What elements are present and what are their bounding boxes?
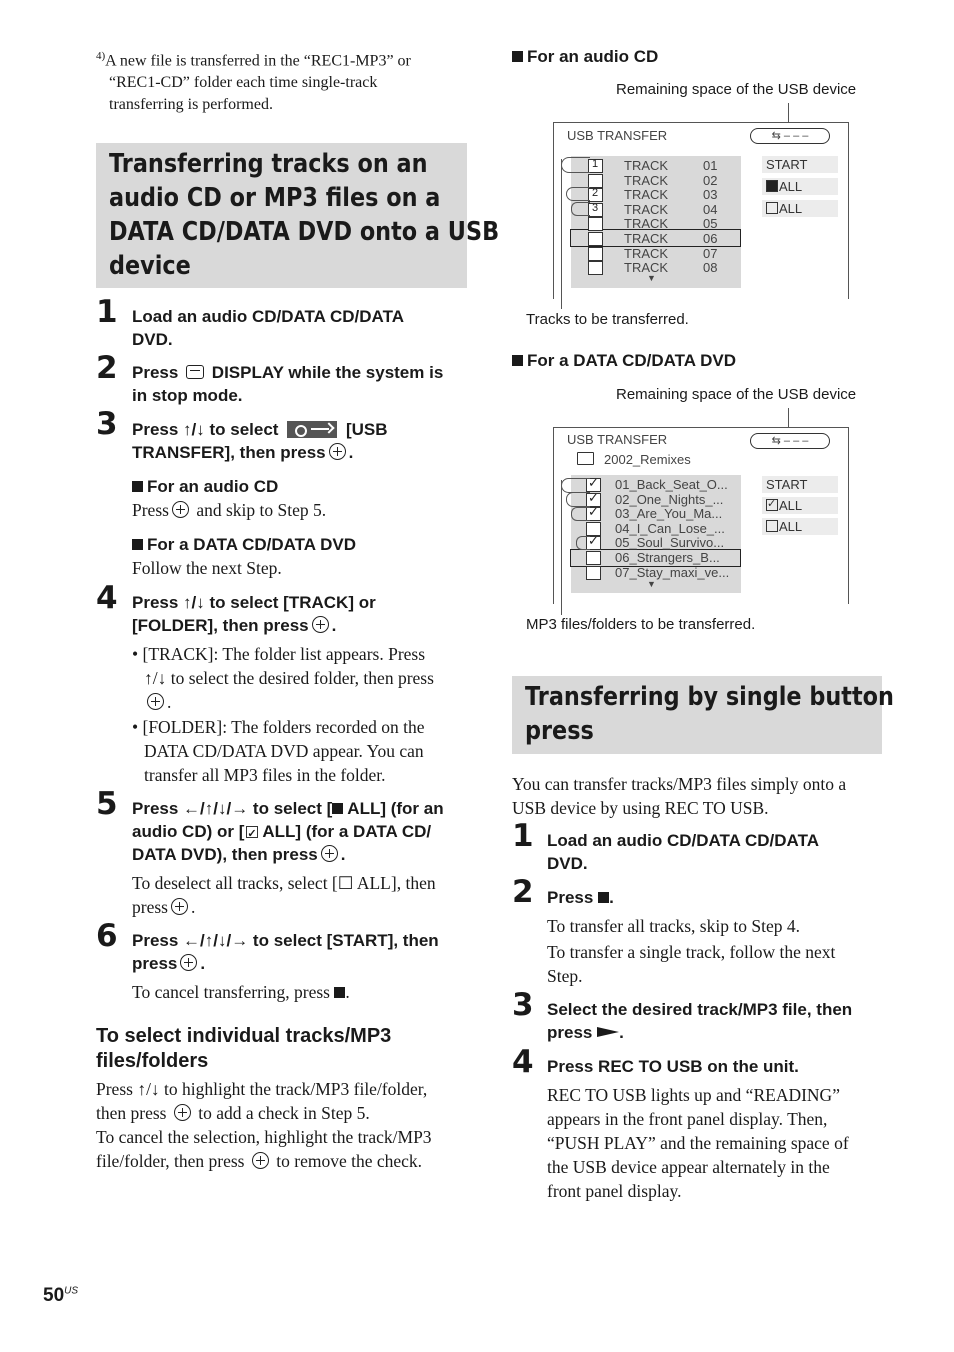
fig1-callout-bottom: Tracks to be transferred.: [526, 311, 689, 328]
file-checkbox[interactable]: [586, 566, 601, 580]
track-number: 01: [703, 158, 718, 173]
usb-space-indicator: ⇆ – – –: [750, 433, 830, 449]
enter-button-icon: [147, 693, 164, 710]
track-checkbox[interactable]: 3: [588, 203, 603, 217]
step-2-text: Press DISPLAY while the system is in stop mode.: [132, 363, 444, 405]
file-checkbox[interactable]: [586, 551, 601, 565]
section-title: Transferring tracks on an audio CD or MP3 files on a DATA CD/DATA DVD onto a USB device: [109, 149, 500, 281]
step-4-text: Press REC TO USB on the unit.: [547, 1057, 799, 1076]
start-option[interactable]: START: [762, 476, 838, 493]
step-1-text: Load an audio CD/DATA CD/DATA DVD.: [547, 831, 819, 873]
track-name: TRACK: [624, 216, 669, 232]
enter-button-icon: [174, 1104, 191, 1121]
footnote-line: A new file is transferred in the “REC1-MP3” or: [105, 52, 411, 70]
track-checkbox[interactable]: [588, 261, 603, 275]
section-title: Transferring by single button press: [525, 682, 894, 746]
track-number: 04: [703, 201, 718, 217]
track-number: 05: [703, 216, 718, 232]
step-number: 1: [96, 294, 118, 330]
fig2-callout-bottom: MP3 files/folders to be transferred.: [526, 616, 756, 633]
step-3-text: Press ↑/↓ to select [USB TRANSFER], then press .: [132, 420, 388, 462]
step-number: 5: [96, 786, 118, 822]
footnote-mark: 4): [96, 50, 106, 62]
usb-transfer-screen-data: [553, 427, 849, 604]
step-number: 1: [512, 818, 534, 854]
enter-button-icon: [172, 501, 189, 518]
display-button-icon: [186, 365, 204, 379]
step-number: 3: [512, 987, 534, 1023]
track-name: TRACK: [624, 172, 669, 188]
track-name: TRACK: [624, 245, 669, 261]
stop-square-icon: [598, 892, 609, 903]
track-number: 06: [703, 231, 718, 246]
file-name: 06_Strangers_B...: [615, 550, 720, 565]
start-option[interactable]: START: [762, 156, 838, 173]
step-6-text: Press ←/↑/↓/→ to select [START], then press .: [132, 931, 439, 973]
track-name: TRACK: [624, 201, 669, 217]
usb-transfer-icon: [287, 421, 337, 438]
section-heading: [96, 143, 500, 288]
subsection-title: To select individual tracks/MP3 files/folders: [96, 1025, 392, 1072]
folder-bullet: • [FOLDER]: The folders recorded on the DATA CD/DATA DVD appear. You can transfer all MP3 files in the folder.: [132, 717, 425, 785]
file-name: 02_One_Nights_...: [615, 491, 724, 507]
step-6-note: To cancel transferring, press .: [132, 982, 350, 1002]
data-cd-text: Follow the next Step.: [132, 558, 282, 578]
track-name: TRACK: [624, 260, 669, 276]
footnote-line: “REC1-CD” folder each time single-track: [109, 74, 378, 92]
enter-button-icon: [312, 616, 329, 633]
usb-space-indicator: ⇆ – – –: [750, 128, 830, 144]
usb-icon: ⇆: [771, 130, 781, 142]
audio-cd-text: Press and skip to Step 5.: [132, 500, 327, 520]
track-number: 03: [703, 187, 718, 203]
file-name: 05_Soul_Survivo...: [615, 535, 725, 551]
usb-icon: ⇆: [771, 435, 781, 447]
select-all-option[interactable]: ALL: [762, 178, 838, 195]
fig1-heading: For an audio CD: [512, 45, 658, 68]
subsection-body: Press ↑/↓ to highlight the track/MP3 file/folder, then press to add a check in Step 5. To cancel the selection, highlight the track/MP3 file/folder, then press to remove the check.: [96, 1079, 432, 1171]
step-4-notes: REC TO USB lights up and “READING” appears in the front panel display. Then, “PUSH PLAY” and the remaining space of the USB device appear alternately in the front panel display.: [547, 1085, 849, 1201]
enter-button-icon: [171, 898, 188, 915]
track-checkbox[interactable]: 2: [588, 188, 603, 202]
file-name: 04_I_Can_Lose_...: [615, 520, 725, 536]
page-number: $50^{US}$: [43, 1285, 79, 1306]
fig2-heading: For a DATA CD/DATA DVD: [512, 349, 736, 372]
step-number: 2: [512, 874, 534, 910]
track-number: 08: [703, 260, 718, 276]
folder-row: 2002_Remixes: [577, 452, 691, 467]
deselect-all-option[interactable]: ALL: [762, 200, 838, 217]
step-2-text: Press .: [547, 888, 614, 907]
step-5-note: To deselect all tracks, select [☐ ALL], then press .: [132, 873, 436, 917]
step-number: 2: [96, 350, 118, 386]
step-number: 4: [96, 580, 118, 616]
step-number: 3: [96, 406, 118, 442]
enter-button-icon: [180, 954, 197, 971]
footnote: [96, 45, 476, 116]
audio-cd-label: For an audio CD: [132, 475, 278, 498]
track-name: TRACK: [624, 231, 669, 246]
enter-button-icon: [252, 1152, 269, 1169]
enter-button-icon: [329, 443, 346, 460]
fig1-callout-top: Remaining space of the USB device: [616, 81, 857, 98]
scroll-down-icon: ▼: [647, 273, 656, 283]
data-cd-label: For a DATA CD/DATA DVD: [132, 533, 356, 556]
step-number: 6: [96, 918, 118, 954]
track-bullet: • [TRACK]: The folder list appears. Press ↑/↓ to select the desired folder, then press .: [132, 644, 434, 712]
step-5-text: Press ←/↑/↓/→ to select [ ALL] (for an audio CD) or [✓ ALL] (for a DATA CD/ DATA DVD), then press .: [132, 797, 444, 866]
track-checkbox[interactable]: [588, 232, 603, 246]
stop-square-icon: [332, 803, 343, 814]
screen-title: USB TRANSFER: [567, 432, 668, 447]
file-name: 01_Back_Seat_O...: [615, 477, 728, 492]
track-checkbox[interactable]: [588, 217, 603, 231]
fig2-callout-top: Remaining space of the USB device: [616, 386, 857, 403]
deselect-all-option[interactable]: ALL: [762, 518, 838, 535]
track-number: 07: [703, 245, 718, 261]
play-icon: [597, 1027, 619, 1037]
track-checkbox[interactable]: 1: [588, 159, 603, 173]
stop-square-icon: [334, 987, 345, 998]
file-name: 07_Stay_maxi_ve...: [615, 564, 730, 580]
section2-intro: You can transfer tracks/MP3 files simply onto a USB device by using REC TO USB.: [512, 774, 847, 818]
folder-icon: [577, 452, 594, 465]
track-checkbox[interactable]: [588, 174, 603, 188]
track-name: TRACK: [624, 158, 669, 173]
select-all-option[interactable]: ✓ALL: [762, 497, 838, 514]
step-4-text: Press ↑/↓ to select [TRACK] or [FOLDER], then press .: [132, 593, 376, 635]
step-number: 4: [512, 1044, 534, 1080]
step-3-text: Select the desired track/MP3 file, then press .: [547, 1000, 853, 1042]
scroll-down-icon: ▼: [647, 579, 656, 589]
track-number: 02: [703, 172, 718, 188]
footnote-line: transferring is performed.: [109, 96, 273, 114]
track-name: TRACK: [624, 187, 669, 203]
step-2-notes: To transfer all tracks, skip to Step 4. To transfer a single track, follow the next Step.: [547, 916, 836, 986]
file-name: 03_Are_You_Ma...: [615, 506, 723, 522]
section-heading: [512, 676, 894, 754]
step-1-text: Load an audio CD/DATA CD/DATA DVD.: [132, 307, 404, 349]
usb-transfer-screen-cd: [553, 122, 849, 299]
track-checkbox[interactable]: [588, 247, 603, 261]
checkbox-icon: [246, 826, 258, 838]
screen-title: USB TRANSFER: [567, 128, 668, 143]
enter-button-icon: [321, 845, 338, 862]
